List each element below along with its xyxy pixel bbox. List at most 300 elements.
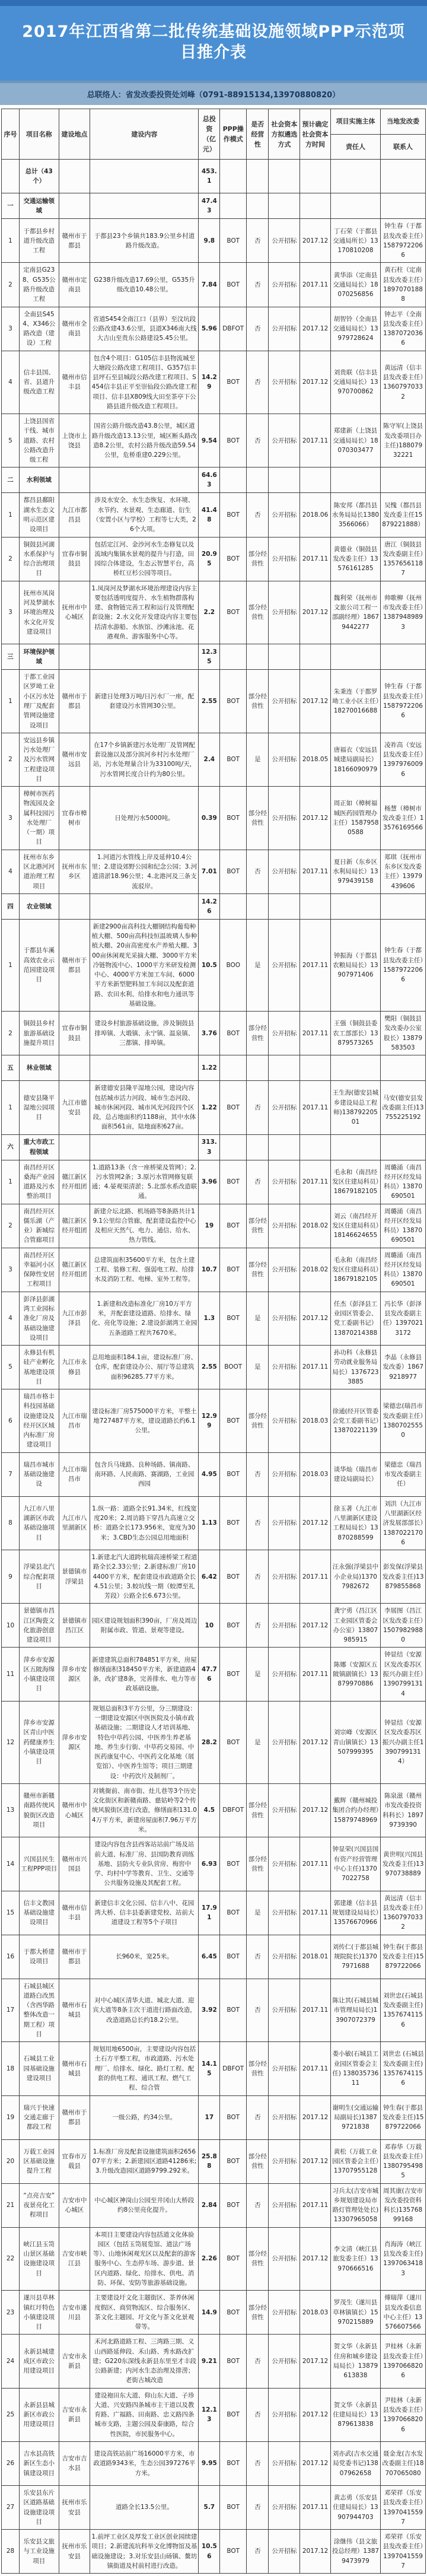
cell-location: 赣州市于都县: [59, 919, 90, 1011]
cell-selection: 公开招标: [269, 537, 300, 581]
cell-responsible: 毛永和（南昌经发区住建局科员）18679182105: [330, 1160, 380, 1204]
cell-project-name: 永新县城建成区市政公用建设项目: [20, 2335, 59, 2388]
cell-time: 2017.12: [300, 670, 330, 733]
table-row: [2, 2291, 426, 2335]
cell-location: 吉安市永新县: [59, 2335, 90, 2388]
cell-ppp-mode: BOT: [220, 1604, 247, 1648]
cell-drc-contact: 钟志平（全南县发改委主任）13870720366: [381, 307, 426, 351]
cell-selection: 公开招标: [269, 2183, 300, 2227]
cell-investment: 14.15: [199, 2042, 220, 2095]
cell-no: 15: [2, 1891, 20, 1935]
cell-operational: 否: [247, 263, 269, 307]
cell-ppp-mode: BOT: [220, 263, 247, 307]
cell-operational: 否: [247, 1452, 269, 1496]
cell-project-name: 南昌经开区幸福河小区保障性安居工程项目: [20, 1248, 59, 1292]
cell-location: [59, 468, 90, 493]
cell-project-name: 石城县城区道路白改黑（含西华路整体改造一期工程）项目: [20, 1979, 59, 2042]
cell-no: 23: [2, 2291, 20, 2335]
cell-project-name: 樟树市医药物流园及金属科技园污水处理厂（一期）项目: [20, 787, 59, 850]
cell-content: 1.道路13条（含一座桥梁及管网）；2.污水管网2条；3.原污水管网修复联通；4.晏观渠清淤；5.北部水系改造联通。: [90, 1160, 199, 1204]
cell-responsible: 贺文华（永新县住房和城乡建设局局长）13879613838: [330, 2335, 380, 2388]
cell-operational: 是: [247, 1292, 269, 1345]
cell-project-name: 抚州市凤岗河及梦湖水环境治理及水文化开发建设项目: [20, 581, 59, 644]
cell-location: 吉安市中心城区: [59, 2183, 90, 2227]
cell-time: 2017.11: [300, 2183, 330, 2227]
cell-operational: 是: [247, 919, 269, 1011]
cell-content: 建设高铁站前广场16000平方米，市政道路9343米，生态公园397276平方米。: [90, 2441, 199, 2485]
col-header-contact: 联系人: [381, 134, 426, 160]
cell-ppp-mode: BOT: [220, 1648, 247, 1701]
cell-location: 吉安市遂川县: [59, 2291, 90, 2335]
cell-operational: 否: [247, 1550, 269, 1604]
cell-location: [59, 1055, 90, 1081]
cell-operational: 部分经营性: [247, 2227, 269, 2291]
cell-selection: [269, 193, 300, 219]
cell-drc-contact: [381, 644, 426, 670]
cell-responsible: 朱秉连（于都罗坳工业小区主任）18270016688: [330, 670, 380, 733]
cell-time: [300, 1055, 330, 1081]
cell-content: 中心城区神岗山公园至井冈山大桥段约8公里亮化提升。: [90, 2183, 199, 2227]
cell-content: 新建日处理3万吨/日污水厂一座，配套建设污水管网30公里。: [90, 670, 199, 733]
cell-content: 总用地面积184.1亩，建设标准厂房、仓库，配套建设办公、展厅等总建筑面积96285.77平方米。: [90, 1346, 199, 1389]
cell-operational: 部分经营性: [247, 1389, 269, 1453]
cell-ppp-mode: BOT: [220, 1389, 247, 1453]
cell-project-name: 环境保护领域: [20, 644, 59, 670]
cell-content: 总建筑面积35600平方米，包含土建工程、装修工程、强弱电工程、给排水及消防工程、电梯、室外工程等。: [90, 1248, 199, 1292]
cell-drc-contact: 黄世明(兴国县发改委主任)13970738889: [381, 1837, 426, 1891]
cell-no: 三: [2, 644, 20, 670]
cell-drc-contact: 郑琪（抚州市东乡区发改委主任）13979439606: [381, 850, 426, 893]
cell-responsible: 唐福衣（安远县城建局副局长）18166090979: [330, 733, 380, 786]
cell-time: 2017.12: [300, 2227, 330, 2291]
table-row: [2, 1701, 426, 1783]
cell-time: 2017.12: [300, 2335, 330, 2388]
cell-selection: 公开招标: [269, 2227, 300, 2291]
cell-location: [59, 1134, 90, 1160]
cell-location: 赣江新区经开组团: [59, 1248, 90, 1292]
cell-project-name: 于都工业园区罗坳工业小区污水处理厂及配套管网设施建设项目: [20, 670, 59, 733]
cell-investment: 1.13: [199, 1496, 220, 1550]
cell-responsible: 郭建雄（信丰县规划建设局局长）13576670966: [330, 1891, 380, 1935]
cell-time: 2017.12: [300, 2530, 330, 2574]
cell-operational: 否: [247, 2530, 269, 2574]
cell-location: 赣州市兴国县: [59, 1837, 90, 1891]
cell-no: 27: [2, 2485, 20, 2529]
cell-no: 26: [2, 2441, 20, 2485]
table-row: [2, 1055, 426, 1081]
table-row: [2, 307, 426, 351]
cell-time: 2017.11: [300, 1891, 330, 1935]
cell-time: 2018.02: [300, 1204, 330, 1248]
cell-time: 2017.12: [300, 2441, 330, 2485]
cell-no: 六: [2, 1134, 20, 1160]
cell-responsible: 胡智铃（全南县交通局局长）13979728624: [330, 307, 380, 351]
cell-investment: 2.55: [199, 670, 220, 733]
table-row: [2, 1081, 426, 1134]
cell-drc-contact: 钟生春(于都县发改委主任)15879722066: [381, 2095, 426, 2139]
cell-drc-contact: 周其康(吉安市发改委投资科科长)13576899168: [381, 2183, 426, 2227]
cell-content: 省道S454全南江口（县界）至汶坑段公路改建43.6公里，县道X346南大线大吉山至贵东公路建设5.45公里。: [90, 307, 199, 351]
cell-no: 一: [2, 193, 20, 219]
cell-selection: 公开招标: [269, 787, 300, 850]
cell-ppp-mode: BOT: [220, 2227, 247, 2291]
cell-selection: 公开招标: [269, 263, 300, 307]
cell-operational: 否: [247, 2485, 269, 2529]
cell-time: 2018.03: [300, 2291, 330, 2335]
cell-time: [300, 1134, 330, 1160]
cell-responsible: [330, 160, 380, 193]
cell-time: 2017.12: [300, 1292, 330, 1345]
cell-time: 2017.12: [300, 307, 330, 351]
cell-drc-contact: 黄远清（信丰县发改委主任）13607970332: [381, 1891, 426, 1935]
cell-operational: [247, 1134, 269, 1160]
cell-drc-contact: 冯长华（彭泽县发改委副主任）13970213172: [381, 1292, 426, 1345]
cell-drc-contact: 邓荣祥（乐安县发改委主任）13970415597: [381, 2485, 426, 2529]
cell-selection: 公开招标: [269, 2335, 300, 2388]
cell-investment: 6.45: [199, 1935, 220, 1979]
cell-no: 3: [2, 787, 20, 850]
cell-project-name: 景德镇市昌江区陶瓷文化旅游创意建设项目: [20, 1604, 59, 1648]
cell-ppp-mode: BOT: [220, 2441, 247, 2485]
cell-project-name: 抚州市东乡区北港河河道治理工程项目: [20, 850, 59, 893]
cell-operational: 是: [247, 1891, 269, 1935]
cell-responsible: 夏日新（东乡区水利局局长）13979439158: [330, 850, 380, 893]
cell-ppp-mode: BOT: [220, 1891, 247, 1935]
cell-drc-contact: 钟生春（于都县发改委主任）15879722066: [381, 219, 426, 263]
cell-no: 2: [2, 263, 20, 307]
cell-operational: 部分经营性: [247, 581, 269, 644]
cell-selection: 公开招标: [269, 670, 300, 733]
cell-selection: 公开招标: [269, 1550, 300, 1604]
cell-time: 2017.12: [300, 581, 330, 644]
cell-time: 2017.12: [300, 787, 330, 850]
cell-ppp-mode: BOT: [220, 733, 247, 786]
cell-no: 二: [2, 468, 20, 493]
cell-project-name: 永新县县城新区市政公用建设项目: [20, 2388, 59, 2441]
cell-project-name: 瑞昌市格丰科技园基础设施建设及经开区区域内标准厂房建设项目: [20, 1389, 59, 1453]
cell-investment: 7.01: [199, 850, 220, 893]
cell-location: 九江市德安县: [59, 1081, 90, 1134]
cell-ppp-mode: BOT: [220, 1935, 247, 1979]
table-row: [2, 644, 426, 670]
table-row: [2, 1979, 426, 2042]
cell-investment: 2.84: [199, 2183, 220, 2227]
table-row: [2, 468, 426, 493]
cell-responsible: 罗茂生（遂川县草林镇镇长）15970215889: [330, 2291, 380, 2335]
cell-ppp-mode: BOT: [220, 787, 247, 850]
table-row: [2, 1292, 426, 1345]
cell-time: 2017.12: [300, 351, 330, 414]
cell-content: 新建2900亩高科技大棚钢结构葡萄种植大棚、500亩高科技恒温玻璃人参种植大棚、20亩高密度水产养殖大棚、300亩休闲观光采摘大棚、3000平方米冷链物流中心、1000平方米研发检测中心、4000平方米加工车间、6000平方米新型肥料加工车间以及配套道路、农田水利、给排水和电力通讯等基础设施。: [90, 919, 199, 1011]
cell-content: 建设袍田东大道、仰山东大道、子珍大道、兴安路四条城市主干道以及教育路、广福路、田南路、忠义路四条城市支路，主题公园及泰康路，综合性医院，市民服务中心。: [90, 2388, 199, 2441]
cell-location: [59, 644, 90, 670]
cell-investment: 10: [199, 1604, 220, 1648]
cell-no: 21: [2, 2183, 20, 2227]
cell-project-name: 德安县隆平湿地公园项目: [20, 1081, 59, 1134]
cell-time: 2017.11: [300, 1979, 330, 2042]
cell-project-name: 水利领域: [20, 468, 59, 493]
table-row: [2, 1204, 426, 1248]
table-row: [2, 670, 426, 733]
cell-investment: 10.5: [199, 919, 220, 1011]
cell-selection: 公开招标: [269, 1701, 300, 1783]
cell-ppp-mode: BOT: [220, 2530, 247, 2574]
table-row: [2, 1604, 426, 1648]
cell-ppp-mode: BOT: [220, 850, 247, 893]
cell-ppp-mode: BOT: [220, 1248, 247, 1292]
cell-ppp-mode: BOT: [220, 351, 247, 414]
cell-selection: [269, 644, 300, 670]
cell-investment: 10.7: [199, 1248, 220, 1292]
cell-operational: [247, 644, 269, 670]
cell-ppp-mode: [220, 1134, 247, 1160]
table-row: [2, 850, 426, 893]
cell-responsible: [330, 1134, 380, 1160]
cell-operational: 否: [247, 1160, 269, 1204]
cell-responsible: 刘传仁(于都县城规院院长)13707971688: [330, 1935, 380, 1979]
cell-location: 赣州市石城县: [59, 1979, 90, 2042]
cell-investment: 14.9: [199, 2291, 220, 2335]
cell-selection: 公开招标: [269, 850, 300, 893]
cell-responsible: 刘亦武(吉水交通局党委书记)13807962658: [330, 2441, 380, 2485]
cell-no: 14: [2, 1837, 20, 1891]
cell-drc-contact: 刘世忠(石城县发改委副主任)13576741156: [381, 1979, 426, 2042]
cell-project-name: 浮梁县北汽综合配套项目: [20, 1550, 59, 1604]
cell-investment: 3.76: [199, 1012, 220, 1055]
cell-no: 24: [2, 2335, 20, 2388]
cell-ppp-mode: [220, 193, 247, 219]
cell-time: 2017.11: [300, 850, 330, 893]
cell-time: 2017.11: [300, 263, 330, 307]
cell-no: 28: [2, 2530, 20, 2574]
cell-project-name: 乐安县文旅与工业设施项目: [20, 2530, 59, 2574]
cell-responsible: 徐通(经开区管委会党工委副书记）13870221139: [330, 1389, 380, 1453]
cell-investment: 1.22: [199, 1055, 220, 1081]
cell-drc-contact: [381, 193, 426, 219]
cell-selection: 公开招标: [269, 1452, 300, 1496]
cell-responsible: 王生海(德安县城乡建设局总工程师)13879220501: [330, 1081, 380, 1134]
cell-responsible: 丁石荣（于都县交通局所长）13170810208: [330, 219, 380, 263]
cell-content: 对姚衙前、南市街、灶儿巷等3个历史文化街区和新赣南路、慈姑岭等2个传统风貌街区进行改造，修缮面积131.04万平方米，新建房屋面积7.96万平方米。: [90, 1783, 199, 1837]
cell-responsible: 娄小敏(石城县工业园区管委会主任) 13803573611: [330, 2042, 380, 2095]
cell-drc-contact: 尹桂林（永新县发改委主任）13970668206: [381, 2388, 426, 2441]
cell-no: 20: [2, 2139, 20, 2183]
cell-operational: [247, 468, 269, 493]
cell-ppp-mode: [220, 644, 247, 670]
cell-operational: 部分经营性: [247, 1783, 269, 1837]
table-row: [2, 1935, 426, 1979]
cell-responsible: [330, 193, 380, 219]
cell-no: 8: [2, 1496, 20, 1550]
cell-operational: 部分经营性: [247, 670, 269, 733]
cell-no: 4: [2, 1292, 20, 1345]
cell-ppp-mode: BOT: [220, 1701, 247, 1783]
table-row: [2, 1496, 426, 1550]
cell-ppp-mode: BOT: [220, 414, 247, 468]
cell-ppp-mode: [220, 893, 247, 919]
cell-content: 主要建设圩文化主题街区、茶养休闲度假区、商贸物流区、综合服务区、茶文化主题园、圩文化与茶文化景观带等。: [90, 2291, 199, 2335]
cell-responsible: 陈娜（安源区五陂镇副镇长）13879970886: [330, 1648, 380, 1701]
table-row: [2, 2095, 426, 2139]
cell-time: 2017.11: [300, 1550, 330, 1604]
cell-responsible: 戴辉（赣州城投集团合约办经理）15879748969: [330, 1783, 380, 1837]
table-row: [2, 414, 426, 468]
cell-project-name: 林业领域: [20, 1055, 59, 1081]
col-header-location: 建设地点: [59, 109, 90, 160]
cell-content: 本项目主要建设内容包括道文化体验园区（包括玉笥展览馆、道法广场等）、山地休闲观光区以及配套的游客服务中心、生态停车场、游步道、景区内道路、绿化、给排水、供电、消防、环保、安防等旅游基础设施。: [90, 2227, 199, 2291]
cell-operational: 否: [247, 1496, 269, 1550]
cell-project-name: 永修县有机硅产业孵化基地建设项目: [20, 1346, 59, 1389]
cell-investment: 17.91: [199, 1891, 220, 1935]
cell-no: 22: [2, 2227, 20, 2291]
contact-line: 总联络人：省发改委投资处刘峰（0791-88915134,13970880820）: [87, 91, 340, 100]
cell-drc-contact: 钟生春(于都县发改委主任)15879722066: [381, 1935, 426, 1979]
page-title: 2017年江西省第二批传统基础设施领域PPP示范项目推介表: [22, 23, 405, 62]
cell-location: 抚州市乐安县: [59, 2485, 90, 2529]
table-row: [2, 263, 426, 307]
cell-content: 在17个乡镇新建污水处理厂及管网配套设施以及部分滨河乡村污水处理厂站，污水处理量合计为33100吨/天，污水管网长度合计约为80公里。: [90, 733, 199, 786]
cell-operational: [247, 1055, 269, 1081]
cell-investment: 9.21: [199, 2335, 220, 2388]
table-row: [2, 537, 426, 581]
cell-selection: 公开招标: [269, 2441, 300, 2485]
cell-content: 规划总面积3平方公里，分三期建设：一期建设安源区中医医院及小镇市政基础设施；二期建设人才培训基地、特色中草药公园、中医养生养老基地、养生步行街、中草药交易园、中医药康复中心、中医药文化基地（展览馆）、中医养生馆等；项目三期建设：中药饮片及制剂厂。: [90, 1701, 199, 1783]
cell-ppp-mode: [220, 1055, 247, 1081]
col-header-no: 序号: [2, 109, 20, 160]
cell-responsible: 涂继伟（县文旅投总经理）13879473979: [330, 2530, 380, 2574]
cell-investment: 14.29: [199, 351, 220, 414]
cell-project-name: 瑞兴于快速交通走廊于都段工程: [20, 2095, 59, 2139]
table-row: [2, 2530, 426, 2574]
cell-no: 17: [2, 1979, 20, 2042]
cell-selection: 公开招标: [269, 1837, 300, 1891]
cell-operational: 是: [247, 1701, 269, 1783]
cell-ppp-mode: BOT: [220, 493, 247, 537]
cell-content: 建设内容包含县西客站站前广场及站前大道、标准厂房、县国防教育训练基地、县防火专业队营房、梅窖中学、均村中学等教育、卫生、交通等公共服务设施及其配套工程。: [90, 1837, 199, 1891]
cell-investment: 12.35: [199, 644, 220, 670]
cell-ppp-mode: BOT: [220, 1160, 247, 1204]
cell-project-name: 九江市八里湖新区市政基础设施项目: [20, 1496, 59, 1550]
cell-project-name: 兴国县民生工程PPP项目: [20, 1837, 59, 1891]
cell-drc-contact: 钟显结（安源区发改委苏区振兴办副主任13907991314）: [381, 1701, 426, 1783]
cell-drc-contact: 马安(德安县发改委副主任)13755225192: [381, 1081, 426, 1134]
cell-operational: 否: [247, 493, 269, 537]
cell-investment: 25.88: [199, 2139, 220, 2183]
cell-responsible: 习兵太(吉安市城乡规划建设局市路灯管理处处长)13307965058: [330, 2183, 380, 2227]
cell-selection: 公开招标: [269, 1979, 300, 2042]
cell-content: [90, 160, 199, 193]
ppp-project-table: [1, 109, 426, 2574]
cell-content: 包括定江河、金沙河水生态修复以及流域内集镇水景观的提升与打造，田园综合体建设，生态云智慧平台，高桥红豆杉公园等项目。: [90, 537, 199, 581]
cell-investment: 20.95: [199, 537, 220, 581]
cell-ppp-mode: BOT: [220, 1550, 247, 1604]
table-row: [2, 493, 426, 537]
cell-selection: 公开招标: [269, 581, 300, 644]
cell-operational: 否: [247, 1935, 269, 1979]
cell-location: 九江市彭泽县: [59, 1292, 90, 1345]
cell-content: 新建德安县隆平湿地公园，建设内容包括城市活力河段、城市生态河段、城市休闲河段、城市风光河段四个区段，总占地面积约1188亩，其中水体面积561亩，陆地面积627亩。: [90, 1081, 199, 1134]
cell-no: 2: [2, 1012, 20, 1055]
cell-responsible: 魏利荣（抚州市文旅公司工程一部副经理）18679442277: [330, 581, 380, 644]
cell-drc-contact: 杨慧（樟树市发改委主任）13576169566: [381, 787, 426, 850]
cell-drc-contact: 李展图（昌江区发改委主任）15079829880: [381, 1604, 426, 1648]
cell-content: 1.凤岗河及梦湖水环境治理建设内容主要包括透明度提升、水生植物群落构建、食物链完善工程和运行及管理配套设施；2.水文化开发建设内容主要包括清水游船、水族馆、沙滩泳池、花港观鱼、游客服务中心等。: [90, 581, 199, 644]
cell-drc-contact: 周璐涌（南昌经开区经发局科员）13870690501: [381, 1160, 426, 1204]
cell-no: 3: [2, 1248, 20, 1292]
cell-ppp-mode: [220, 468, 247, 493]
cell-responsible: 刘贵联（信丰县交通局局长）13970700862: [330, 351, 380, 414]
cell-responsible: 周正如（樟树福城医药园管理办主任）15879580588: [330, 787, 380, 850]
cell-responsible: 任杰（彭泽县工业园区管委会、党工委副书记）13870214388: [330, 1292, 380, 1345]
cell-location: 九江市瑞昌市: [59, 1452, 90, 1496]
cell-operational: [247, 160, 269, 193]
cell-content: 国省公路升级改造43.8公里，城区道路升级改造13.13公里，城区断头路改造8.2公里，农村公路升级改造59.54公里，危桥重建0.229公里。: [90, 414, 199, 468]
table-row: [2, 1160, 426, 1204]
cell-drc-contact: 黄石柱（定南县发改委主任）18970701888: [381, 263, 426, 307]
cell-no: 18: [2, 2042, 20, 2095]
table-row: [2, 2227, 426, 2291]
cell-ppp-mode: BOT: [220, 581, 247, 644]
cell-selection: 公开招标: [269, 351, 300, 414]
cell-content: [90, 893, 199, 919]
cell-no: 16: [2, 1935, 20, 1979]
cell-ppp-mode: BOO: [220, 919, 247, 1011]
cell-location: [59, 193, 90, 219]
cell-ppp-mode: DBFOT: [220, 307, 247, 351]
cell-project-name: 遂川县草林镇红圩特色小镇建设项目: [20, 2291, 59, 2335]
cell-selection: 公开招标: [269, 1783, 300, 1837]
cell-project-name: 交通运输领域: [20, 193, 59, 219]
cell-location: 上饶市上饶县: [59, 414, 90, 468]
cell-investment: 47.43: [199, 193, 220, 219]
cell-investment: 5.7: [199, 2485, 220, 2529]
cell-location: 吉安市峡江县: [59, 2227, 90, 2291]
cell-investment: 2.4: [199, 733, 220, 786]
cell-selection: [269, 1134, 300, 1160]
cell-investment: 28.2: [199, 1701, 220, 1783]
cell-ppp-mode: BOT: [220, 219, 247, 263]
cell-investment: 3.96: [199, 1160, 220, 1204]
cell-drc-contact: 凌祚高（安远县发改委主任）13979760096: [381, 733, 426, 786]
cell-investment: 12.99: [199, 1389, 220, 1453]
cell-ppp-mode: BOT: [220, 1081, 247, 1134]
cell-content: 日处理污水5000吨。: [90, 787, 199, 850]
cell-time: [300, 193, 330, 219]
cell-investment: 2.55: [199, 1346, 220, 1389]
cell-content: 1.标准厂房及配套设施建筑面积265607平方米；2.新建园区道路41286米;3.升级改造园区道路9799.292米。: [90, 2139, 199, 2183]
cell-operational: 是: [247, 1648, 269, 1701]
cell-responsible: 刘宗峰（安源区青山镇镇长）13507999395: [330, 1701, 380, 1783]
cell-content: [90, 468, 199, 493]
cell-selection: 公开招标: [269, 2530, 300, 2574]
cell-time: [300, 644, 330, 670]
cell-selection: 公开招标: [269, 2388, 300, 2441]
cell-content: [90, 193, 199, 219]
cell-drc-contact: 邓荣祥（乐安县发改委主任）13970415597: [381, 2530, 426, 2574]
col-header-selection: 社会资本方拟遴选方式: [269, 109, 300, 160]
table-row: [2, 2441, 426, 2485]
cell-drc-contact: 梁德忠(瑞昌市发改委副主任）13807025550: [381, 1389, 426, 1453]
cell-selection: 公开招标: [269, 1160, 300, 1204]
cell-content: 长960米，宽25米。: [90, 1935, 199, 1979]
cell-location: 九江市都昌县: [59, 493, 90, 537]
cell-selection: 公开招标: [269, 1891, 300, 1935]
table-header: [2, 109, 426, 160]
cell-selection: 公开招标: [269, 1604, 300, 1648]
cell-ppp-mode: BOT: [220, 537, 247, 581]
cell-no: 1: [2, 1160, 20, 1204]
cell-time: 2017.12: [300, 219, 330, 263]
